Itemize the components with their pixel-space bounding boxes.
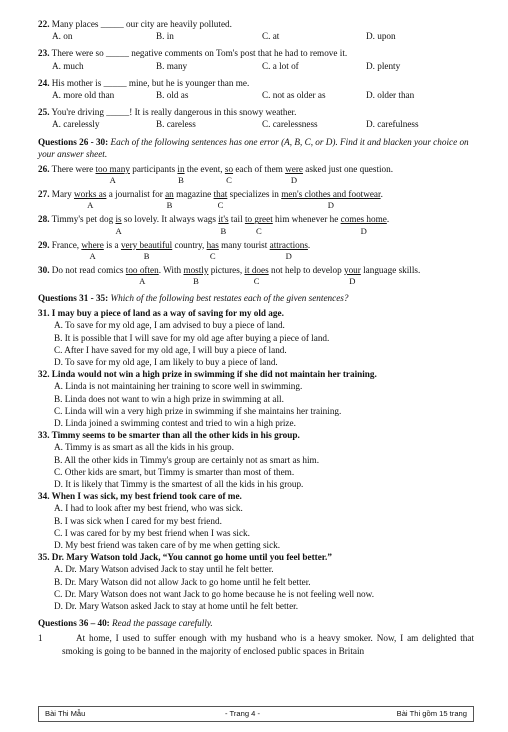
answer-option[interactable]: A. more old than xyxy=(52,89,115,100)
question-stem xyxy=(38,490,474,502)
error-question-item xyxy=(38,163,474,186)
section-head: Questions 31 - 35: xyxy=(38,292,109,303)
error-sentence xyxy=(38,188,474,200)
question-number: 31. xyxy=(38,308,50,319)
option-letter: A xyxy=(109,175,116,186)
answer-option[interactable]: A. To save for my old age, I am advised to buy a piece of land. xyxy=(54,320,285,331)
option-letters xyxy=(38,200,474,211)
sentence-segment: a journalist for xyxy=(106,189,166,200)
question-number: 25. xyxy=(38,107,50,118)
answer-option[interactable]: B. careless xyxy=(156,119,196,130)
underlined-segment[interactable]: comes home xyxy=(340,214,387,225)
underlined-segment[interactable]: it's xyxy=(218,214,229,225)
answer-option[interactable]: C. carelessness xyxy=(262,119,318,130)
option-letter: D xyxy=(290,175,298,186)
sentence-segment: asked just one question. xyxy=(302,163,394,174)
sentence-segment: . xyxy=(380,189,383,200)
answer-option[interactable]: B. old as xyxy=(156,89,189,100)
underlined-segment[interactable]: too many xyxy=(95,163,130,174)
underlined-segment[interactable]: an xyxy=(165,189,174,200)
underlined-segment[interactable]: mostly xyxy=(183,264,209,275)
underlined-segment[interactable]: so xyxy=(224,163,234,174)
question-number: 33. xyxy=(38,430,50,441)
underlined-segment[interactable]: very beautiful xyxy=(120,239,173,250)
underlined-segment[interactable]: that xyxy=(213,189,228,200)
answer-option[interactable]: B. I was sick when I cared for my best friend. xyxy=(54,515,222,526)
restatement-block xyxy=(38,307,474,612)
sentence-segment: the event, xyxy=(184,163,225,174)
passage-text: At home, I used to suffer enough with my husband who is a heavy smoker. Now, I am delighted that smoking is going to be banned in the majority of enclosed public spaces in Britain xyxy=(62,633,474,656)
sentence-segment: him whenever he xyxy=(272,214,341,225)
answer-option[interactable]: D. It is likely that Timmy is the smartest of all the kids in his group. xyxy=(54,479,304,490)
answer-option[interactable]: B. All the other kids in Timmy's group are certainly not as smart as him. xyxy=(54,454,320,465)
question-number: 32. xyxy=(38,369,50,380)
answer-option[interactable]: D. carefulness xyxy=(366,119,419,130)
question-stem xyxy=(38,307,474,319)
sentence-segment: is a xyxy=(103,239,121,250)
question-stem xyxy=(38,368,474,380)
option-letter: A xyxy=(139,275,146,286)
restate-question-item xyxy=(38,551,474,612)
error-sentence xyxy=(38,163,474,175)
question-item xyxy=(38,106,474,130)
underlined-segment[interactable]: it does xyxy=(244,264,269,275)
question-text: Timmy seems to be smarter than all the other kids in his group. xyxy=(51,430,300,441)
question-text: His mother is _____ mine, but he is younger than me. xyxy=(51,77,250,88)
sentence-segment: There were xyxy=(51,163,96,174)
error-question-item xyxy=(38,213,474,236)
option-letter: C xyxy=(226,175,232,186)
option-letters xyxy=(38,276,474,287)
option-letter: C xyxy=(209,250,216,261)
sentence-segment: country, xyxy=(172,239,207,250)
option-letter: C xyxy=(217,200,224,211)
answer-option[interactable]: A. on xyxy=(52,31,73,42)
question-stem xyxy=(38,429,474,441)
footer-right: Bài Thi gồm 15 trang xyxy=(396,709,467,718)
sentence-segment: not help to develop xyxy=(268,264,344,275)
question-item xyxy=(38,77,474,101)
answer-option[interactable]: C. a lot of xyxy=(262,60,299,71)
underlined-segment[interactable]: men's clothes and footwear xyxy=(281,189,381,200)
restate-question-item xyxy=(38,429,474,490)
option-letters xyxy=(38,226,474,237)
underlined-segment[interactable]: works as xyxy=(73,189,107,200)
restate-question-item xyxy=(38,490,474,551)
question-stem xyxy=(38,18,474,30)
sentence-segment: specializes in xyxy=(227,189,282,200)
option-letter: B xyxy=(178,175,184,186)
answer-option[interactable]: D. Linda joined a swimming contest and tried to win a high prize. xyxy=(54,418,296,429)
question-text: There were so _____ negative comments on Tom's post that he had to remove it. xyxy=(51,48,348,59)
option-letter: A xyxy=(115,225,122,236)
option-letter: A xyxy=(87,200,94,211)
page-footer xyxy=(38,706,474,722)
question-number: 22. xyxy=(38,19,50,29)
question-text: Linda would not win a high prize in swimming if she did not maintain her training. xyxy=(51,369,377,380)
answer-option[interactable]: D. Dr. Mary Watson asked Jack to stay at home until he felt better. xyxy=(54,601,299,612)
underlined-segment[interactable]: is xyxy=(115,214,122,225)
option-letter: C xyxy=(255,225,262,236)
answer-option[interactable]: D. plenty xyxy=(366,60,401,71)
sentence-segment: so lovely. It always wags xyxy=(121,214,219,225)
question-text: Dr. Mary Watson told Jack, “You cannot go home until you feel better.” xyxy=(51,552,332,563)
sentence-segment: Do not read comics xyxy=(51,264,126,275)
answer-option[interactable]: A. Dr. Mary Watson advised Jack to stay until he felt better. xyxy=(54,564,274,575)
answer-options xyxy=(52,89,474,101)
option-letter: A xyxy=(89,250,96,261)
question-number: 27. xyxy=(38,189,50,200)
multiple-choice-block xyxy=(38,18,474,131)
answer-option[interactable]: C. not as older as xyxy=(262,89,326,100)
answer-option[interactable]: C. Linda will win a very high prize in swimming if she maintains her training. xyxy=(54,405,342,416)
sentence-segment: . xyxy=(386,214,390,225)
question-stem xyxy=(38,77,474,89)
footer-page-number: - Trang 4 - xyxy=(225,709,261,718)
underlined-segment[interactable]: has xyxy=(206,239,219,250)
answer-option[interactable]: B. It is possible that I will save for my old age after buying a piece of land. xyxy=(54,332,330,343)
answer-option[interactable]: D. upon xyxy=(366,31,396,42)
error-question-item xyxy=(38,264,474,287)
question-item xyxy=(38,47,474,71)
question-stem xyxy=(38,551,474,563)
sentence-segment: pictures, xyxy=(208,264,245,275)
sentence-segment: participants xyxy=(129,163,178,174)
sentence-segment: each of them xyxy=(233,163,286,174)
sentence-segment: . With xyxy=(158,264,184,275)
option-letters xyxy=(38,175,474,186)
exam-page xyxy=(38,18,474,657)
section-instructions: Each of the following sentences has one error (A, B, C, or D). Find it and blacken your choice on your answer sheet. xyxy=(38,136,469,159)
option-letter: C xyxy=(253,275,260,286)
sentence-segment: magazine xyxy=(173,189,214,200)
error-section-heading xyxy=(38,136,474,160)
error-identification-block xyxy=(38,163,474,287)
option-letter: B xyxy=(220,225,227,236)
question-stem xyxy=(38,47,474,59)
sentence-segment: tail xyxy=(228,214,245,225)
underlined-segment[interactable]: were xyxy=(285,163,303,174)
answer-option[interactable]: A. much xyxy=(52,60,84,71)
answer-option[interactable]: D. To save for my old age, I am likely to buy a piece of land. xyxy=(54,357,278,367)
option-letter: D xyxy=(285,250,292,261)
answer-option[interactable]: B. in xyxy=(156,31,174,42)
question-text: I may buy a piece of land as a way of saving for my old age. xyxy=(51,308,284,319)
question-number: 29. xyxy=(38,239,50,250)
section-instructions: Which of the following best restates each of the given sentences? xyxy=(108,292,349,303)
question-number: 35. xyxy=(38,552,50,563)
answer-option[interactable]: B. Linda does not want to win a high prize in swimming at all. xyxy=(54,393,284,404)
question-stem xyxy=(38,106,474,118)
footer-left: Bài Thi Mẫu xyxy=(45,709,86,718)
answer-option[interactable]: B. Dr. Mary Watson did not allow Jack to go home until he felt better. xyxy=(54,576,311,587)
question-text: You're driving _____! It is really dangerous in this snowy weather. xyxy=(51,107,297,118)
section-head: Questions 36 – 40: xyxy=(38,618,110,629)
answer-option[interactable]: C. Other kids are smart, but Timmy is smarter than most of them. xyxy=(54,466,295,477)
answer-option[interactable]: C. I was cared for by my best friend when I was sick. xyxy=(54,527,250,538)
answer-options xyxy=(52,60,474,72)
question-text: Many places _____ our city are heavily polluted. xyxy=(51,19,232,29)
option-letter: D xyxy=(327,200,334,211)
restate-section-heading xyxy=(38,292,474,304)
error-question-item xyxy=(38,188,474,211)
section-head: Questions 26 - 30: xyxy=(38,136,109,147)
restate-question-item xyxy=(38,307,474,368)
option-letters xyxy=(38,251,474,262)
answer-option[interactable]: A. I had to look after my best friend, who was sick. xyxy=(54,503,243,514)
answer-option[interactable]: C. After I have saved for my old age, I will buy a piece of land. xyxy=(54,344,287,355)
sentence-segment: France, xyxy=(51,239,82,250)
sentence-segment: Mary xyxy=(51,189,74,200)
question-number: 34. xyxy=(38,491,50,502)
error-sentence xyxy=(38,239,474,251)
restate-question-item xyxy=(38,368,474,429)
section-instructions: Read the passage carefully. xyxy=(109,618,213,629)
option-letter: D xyxy=(349,275,356,286)
answer-option[interactable]: A. carelessly xyxy=(52,119,100,130)
answer-option[interactable]: C. Dr. Mary Watson does not want Jack to go home because he is not feeling well now. xyxy=(54,588,374,599)
sentence-segment: language skills. xyxy=(360,264,421,275)
question-number: 28. xyxy=(38,214,50,225)
answer-option[interactable]: A. Linda is not maintaining her training to score well in swimming. xyxy=(54,381,303,392)
error-question-item xyxy=(38,239,474,262)
reading-passage xyxy=(38,632,474,656)
reading-section-heading xyxy=(38,617,474,629)
question-text: When I was sick, my best friend took care of me. xyxy=(51,491,242,502)
sentence-segment: . xyxy=(307,239,311,250)
underlined-segment[interactable]: where xyxy=(81,239,104,250)
option-letter: B xyxy=(193,275,199,286)
option-letter: D xyxy=(360,225,367,236)
passage-line-number: 1 xyxy=(38,633,43,644)
answer-option[interactable]: B. many xyxy=(156,60,188,71)
answer-option[interactable]: C. at xyxy=(262,31,280,42)
answer-options xyxy=(52,30,474,42)
answer-option[interactable]: D. My best friend was taken care of by me when getting sick. xyxy=(54,540,281,551)
question-number: 24. xyxy=(38,77,50,88)
question-number: 26. xyxy=(38,163,50,174)
option-letter: B xyxy=(143,250,150,261)
question-number: 23. xyxy=(38,48,50,59)
answer-option[interactable]: D. older than xyxy=(366,89,415,100)
underlined-segment[interactable]: too often xyxy=(125,264,159,275)
question-number: 30. xyxy=(38,264,50,275)
underlined-segment[interactable]: in xyxy=(177,163,185,174)
sentence-segment: Timmy's pet dog xyxy=(51,214,116,225)
underlined-segment[interactable]: your xyxy=(343,264,361,275)
underlined-segment[interactable]: attractions xyxy=(269,239,308,250)
answer-options xyxy=(52,118,474,130)
option-letter: B xyxy=(166,200,173,211)
underlined-segment[interactable]: to greet xyxy=(244,214,273,225)
sentence-segment: many tourist xyxy=(218,239,270,250)
question-item xyxy=(38,18,474,42)
answer-option[interactable]: A. Timmy is as smart as all the kids in his group. xyxy=(54,442,234,453)
